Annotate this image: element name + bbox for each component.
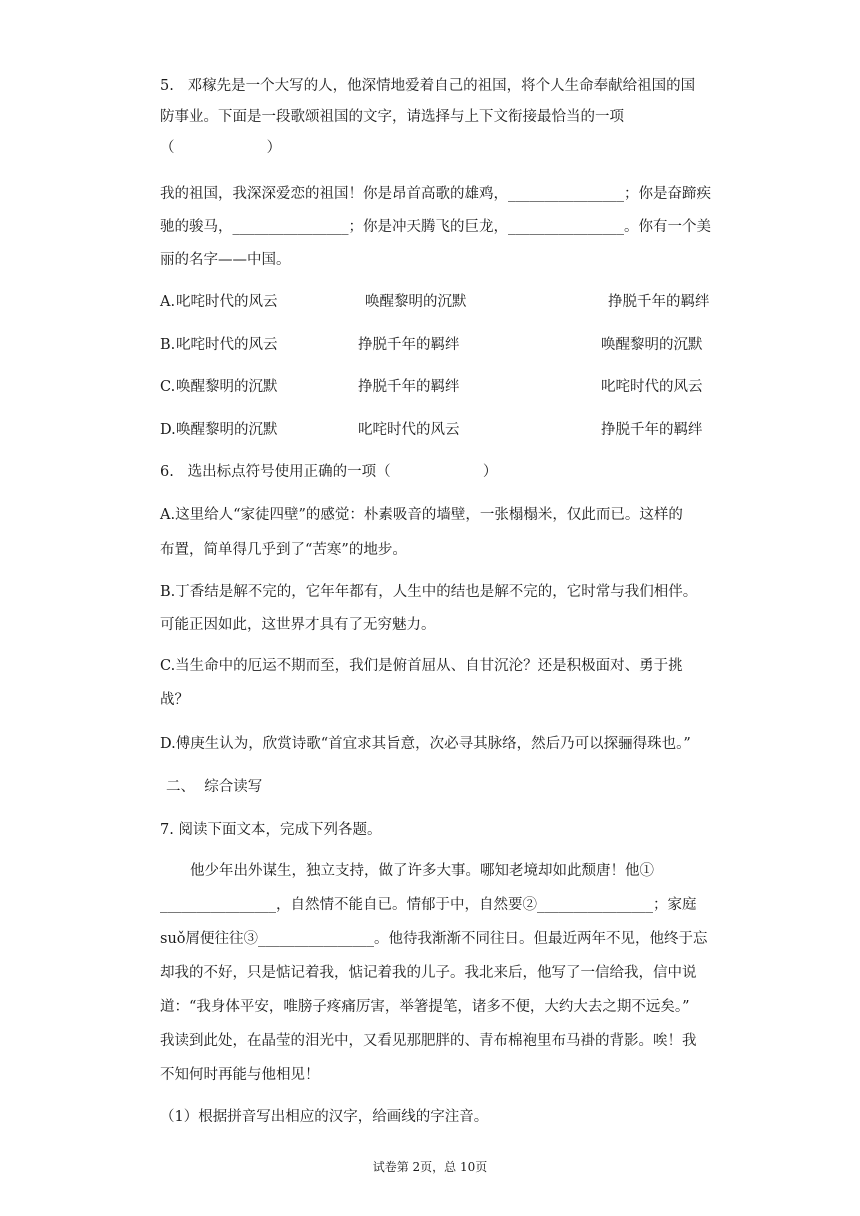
q5-stem-line2: 防事业。下面是一段歌颂祖国的文字，请选择与上下文衔接最恰当的一项 [160, 109, 624, 125]
option-part-1: 唤醒黎明的沉默 [176, 379, 278, 395]
option-label: B. [160, 337, 176, 353]
option-part-3: 叱咤时代的风云 [601, 379, 703, 395]
q7-passage-line1: 他少年出外谋生，独立支持，做了许多大事。哪知老境却如此颓唐！他① [190, 863, 654, 879]
q5-option-c [160, 377, 720, 397]
q5-passage-line1: 我的祖国，我深深爱恋的祖国！你是昂首高歌的雄鸡，________________；你是奋蹄疾 [160, 186, 711, 202]
q5-option-a [160, 292, 720, 312]
q6-option-a-line1: A.这里给人“家徒四壁”的感觉：朴素吸音的墙壁，一张榻榻米，仅此而已。这样的 [160, 507, 683, 523]
option-part-1: 叱咤时代的风云 [176, 337, 278, 353]
q6-stem: 6. 选出标点符号使用正确的一项（ ） [160, 464, 498, 480]
q7-passage-line6: 我读到此处，在晶莹的泪光中，又看见那肥胖的、青布棉袍里布马褂的背影。唉！我 [160, 1033, 697, 1049]
q7-passage-line5: 道：“我身体平安，唯膀子疼痛厉害，举箸提笔，诸多不便，大约大去之期不远矣。” [160, 999, 690, 1015]
option-part-1: 叱咤时代的风云 [176, 294, 278, 310]
section-heading: 二、 综合读写 [166, 779, 263, 795]
q5-option-d [160, 420, 720, 440]
option-part-2: 挣脱千年的羁绊 [358, 379, 460, 395]
option-label: D. [160, 422, 176, 438]
q6-option-d-line1: D.傅庚生认为，欣赏诗歌“首宜求其旨意，次必寻其脉络，然后乃可以探骊得珠也。” [160, 736, 691, 752]
q7-passage-line4: 却我的不好，只是惦记着我，惦记着我的儿子。我北来后，他写了一信给我，信中说 [160, 965, 697, 981]
q7-passage-line7: 不知何时再能与他相见！ [160, 1067, 320, 1083]
q5-passage-line2: 驰的骏马，________________；你是冲天腾飞的巨龙，________________。你有一个美 [160, 219, 711, 235]
option-part-3: 唤醒黎明的沉默 [601, 337, 703, 353]
option-part-3: 挣脱千年的羁绊 [608, 294, 710, 310]
q7-passage-line2: ________________，自然情不能自已。情郁于中，自然要②________________；家庭 [160, 897, 697, 913]
q7-passage-line3: suǒ屑便往往③________________。他待我渐渐不同往日。但最近两年不见，他终于忘 [160, 931, 708, 947]
option-label: A. [160, 294, 176, 310]
page-footer: 试卷第 2页，总 10页 [372, 1160, 488, 1174]
option-part-2: 叱咤时代的风云 [358, 422, 460, 438]
option-label: C. [160, 379, 176, 395]
q5-passage-line3: 丽的名字——中国。 [160, 252, 291, 268]
option-part-3: 挣脱千年的羁绊 [601, 422, 703, 438]
q5-answer-paren: （ ） [160, 140, 282, 156]
q6-option-c-line1: C.当生命中的厄运不期而至，我们是俯首屈从、自甘沉沦？还是积极面对、勇于挑 [160, 658, 683, 674]
q6-option-b-line1: B.丁香结是解不完的，它年年都有，人生中的结也是解不完的，它时常与我们相伴。 [160, 584, 698, 600]
q6-option-a-line2: 布置，简单得几乎到了“苦寒”的地步。 [160, 542, 407, 558]
q5-option-b [160, 335, 720, 355]
q7-stem: 7. 阅读下面文本，完成下列各题。 [160, 822, 382, 838]
option-part-2: 挣脱千年的羁绊 [358, 337, 460, 353]
q7-subquestion-1: （1）根据拼音写出相应的汉字，给画线的字注音。 [160, 1109, 489, 1125]
q5-stem-line1: 5. 邓稼先是一个大写的人，他深情地爱着自己的祖国，将个人生命奉献给祖国的国 [160, 78, 696, 94]
option-part-1: 唤醒黎明的沉默 [176, 422, 278, 438]
option-part-2: 唤醒黎明的沉默 [365, 294, 467, 310]
q6-option-b-line2: 可能正因如此，这世界才具有了无穷魅力。 [160, 617, 436, 633]
q6-option-c-line2: 战？ [160, 692, 189, 708]
